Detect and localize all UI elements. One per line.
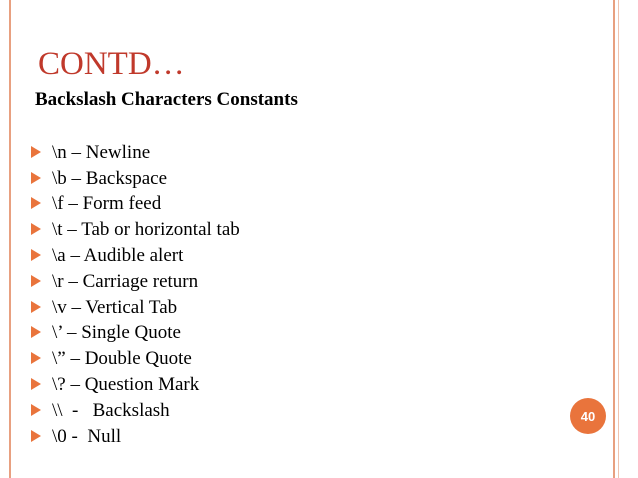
bullet-arrow-icon — [31, 275, 41, 287]
right-border-line-thin — [618, 0, 619, 478]
list-item — [31, 372, 240, 398]
list-item — [31, 346, 240, 372]
list-item — [31, 140, 240, 166]
list-item — [31, 295, 240, 321]
list-item-text: \? – Question Mark — [52, 374, 200, 396]
list-item — [31, 166, 240, 192]
list-item-text: \f – Form feed — [52, 193, 162, 215]
list-item-text: \t – Tab or horizontal tab — [52, 219, 240, 241]
list-item-text: \n – Newline — [52, 141, 151, 163]
bullet-arrow-icon — [31, 326, 41, 338]
bullet-arrow-icon — [31, 430, 41, 442]
list-item-text: \” – Double Quote — [52, 348, 192, 370]
bullet-arrow-icon — [31, 404, 41, 416]
list-item — [31, 398, 240, 424]
bullet-arrow-icon — [31, 197, 41, 209]
list-item — [31, 424, 240, 450]
bullet-arrow-icon — [31, 352, 41, 364]
bullet-arrow-icon — [31, 378, 41, 390]
list-item — [31, 217, 240, 243]
bullet-arrow-icon — [31, 249, 41, 261]
list-item-text: \v – Vertical Tab — [52, 296, 178, 318]
right-border-line — [613, 0, 615, 478]
list-item-text: \b – Backspace — [52, 167, 168, 189]
slide-subtitle: Backslash Characters Constants — [35, 89, 298, 110]
list-item-text: \a – Audible alert — [52, 245, 184, 267]
list-item-text: \’ – Single Quote — [52, 322, 181, 344]
list-item — [31, 321, 240, 347]
bullet-arrow-icon — [31, 172, 41, 184]
page-number-badge: 40 — [570, 398, 606, 434]
list-item — [31, 192, 240, 218]
list-item-text: \0 - Null — [52, 425, 122, 447]
list-item — [31, 243, 240, 269]
bullet-arrow-icon — [31, 223, 41, 235]
left-border-line — [9, 0, 11, 478]
list-item-text: \r – Carriage return — [52, 270, 199, 292]
bullet-arrow-icon — [31, 146, 41, 158]
list-item-text: \\ - Backslash — [52, 399, 170, 421]
list-item — [31, 269, 240, 295]
bullet-arrow-icon — [31, 301, 41, 313]
escape-sequence-list — [31, 140, 240, 450]
slide-title: CONTD… — [38, 46, 185, 82]
